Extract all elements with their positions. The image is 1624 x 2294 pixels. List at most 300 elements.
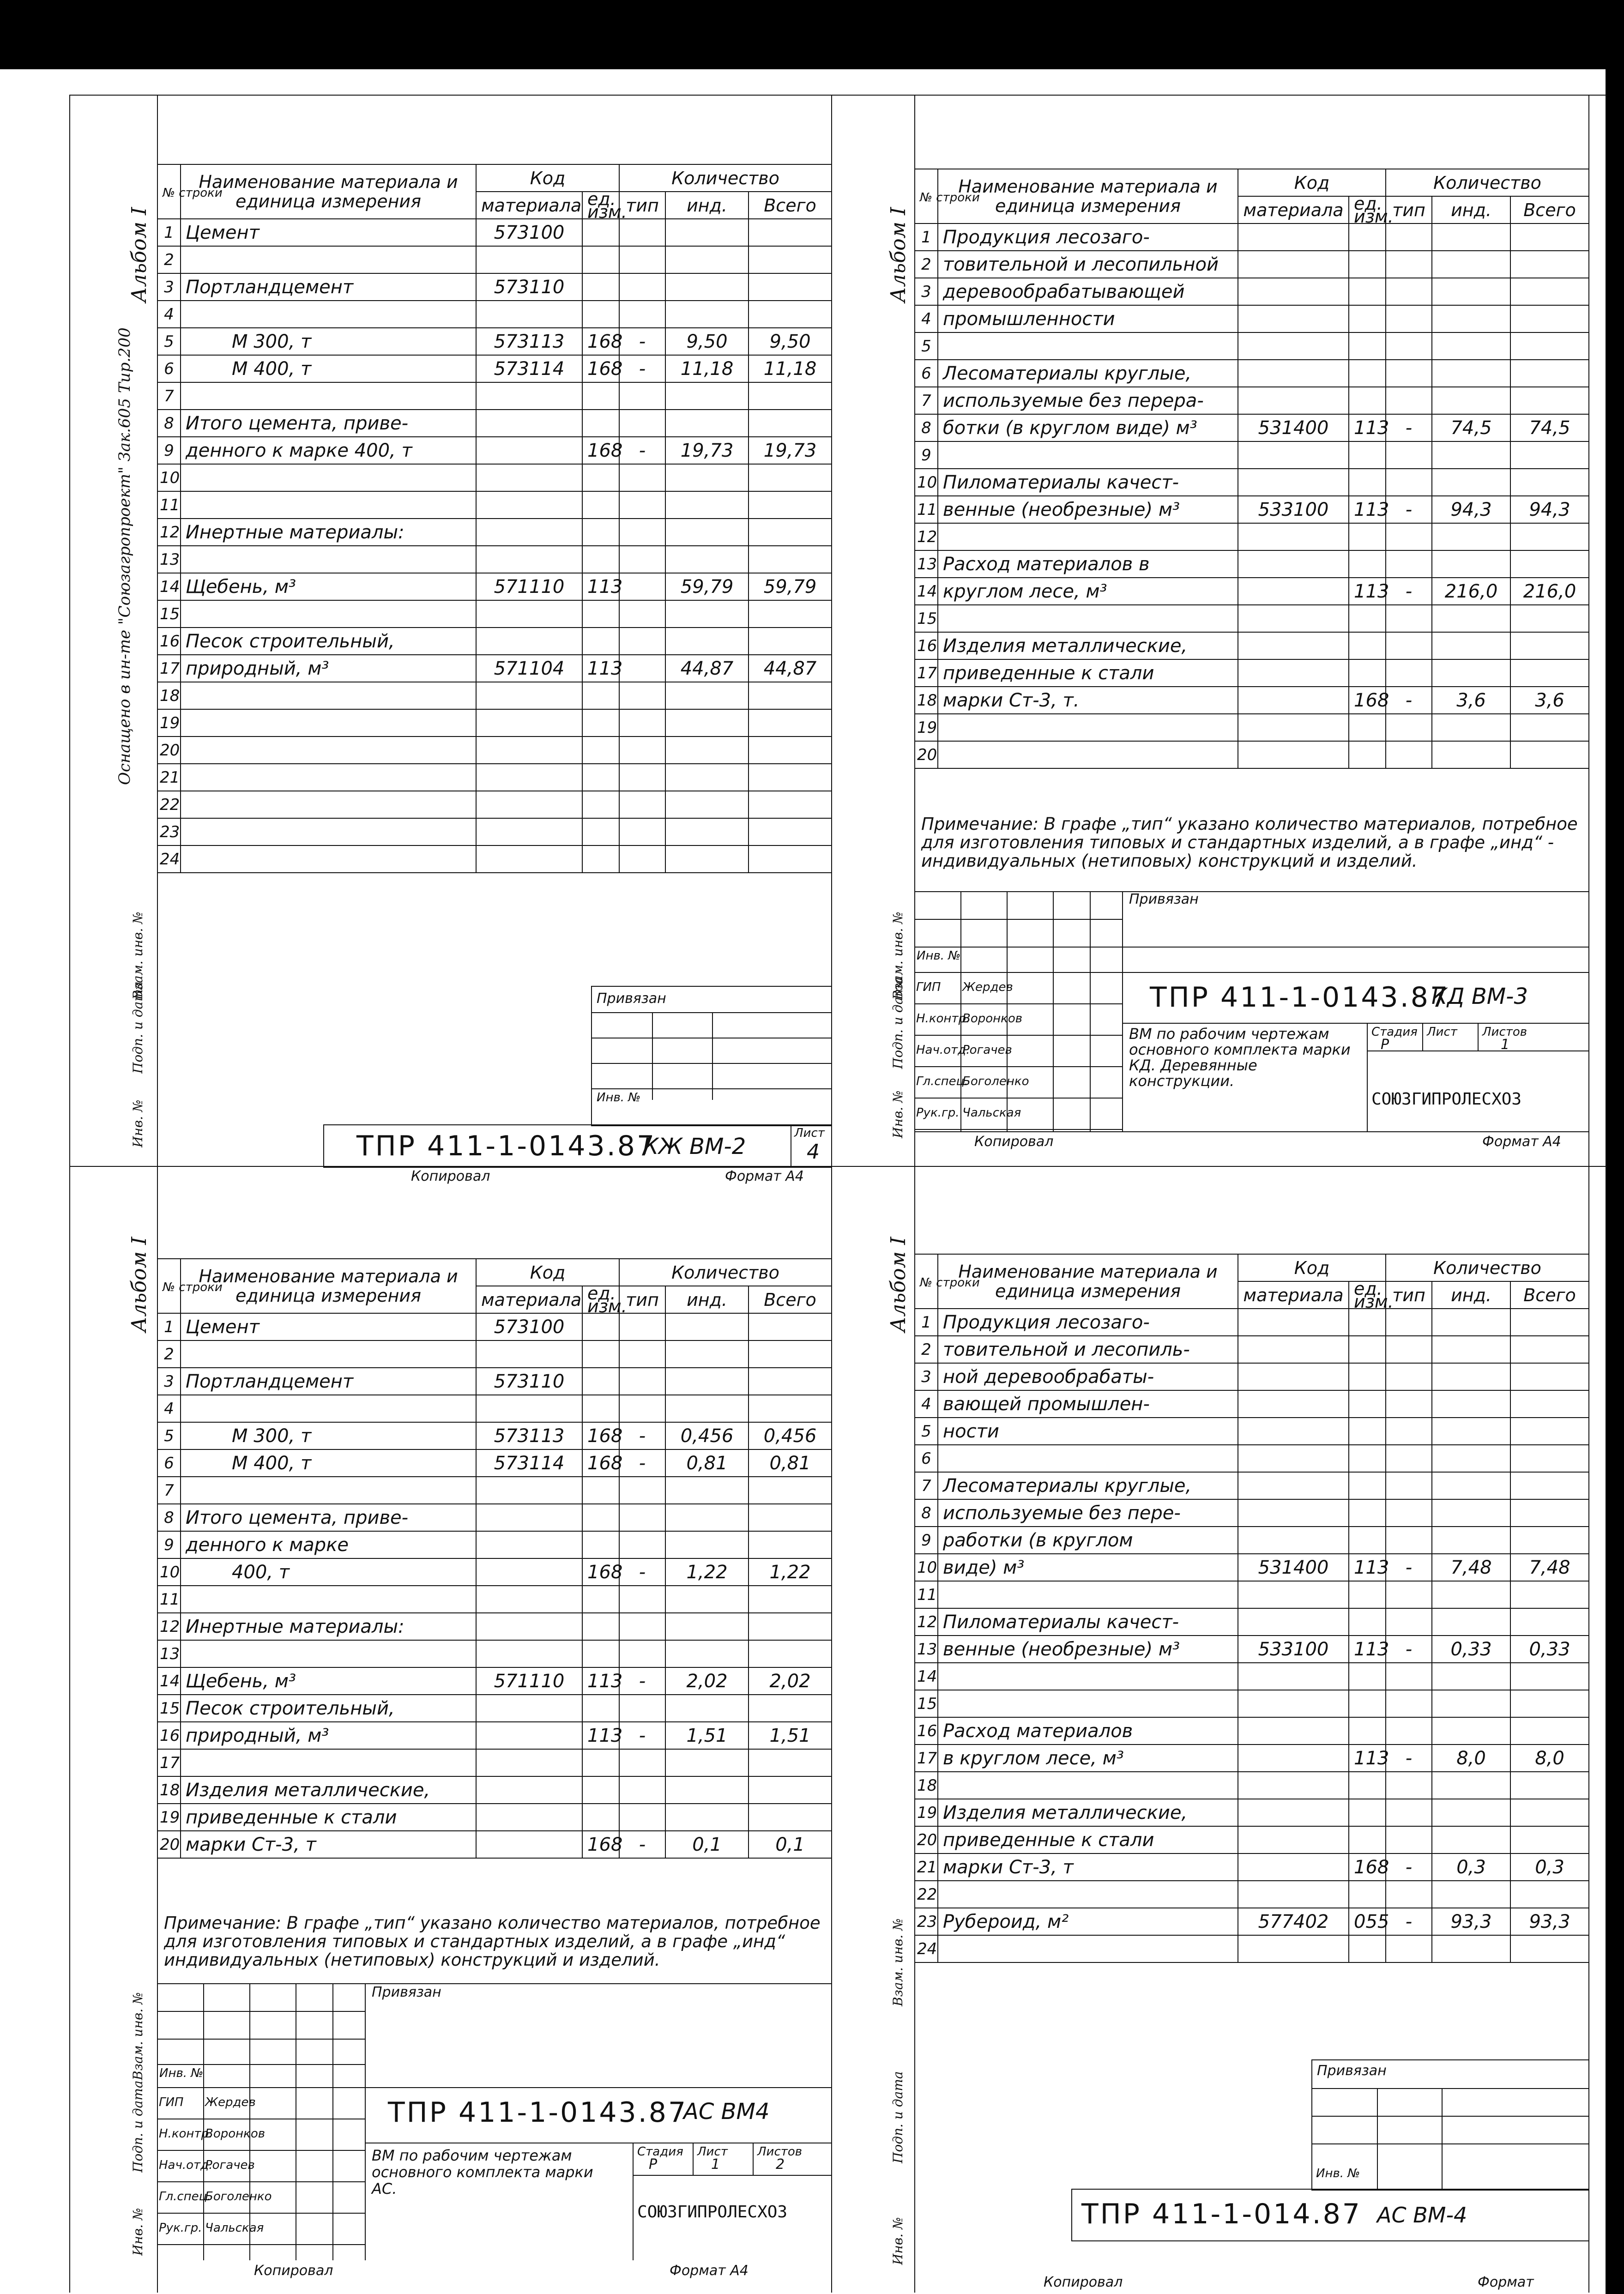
unit-code-cell: 168: [582, 328, 619, 355]
ind-qty-cell: [1432, 741, 1510, 768]
material-name-cell: Песок строительный,: [181, 628, 476, 655]
role-label: Рук.гр.: [916, 1106, 960, 1120]
inv-label: Инв. №: [130, 2208, 145, 2256]
unit-code-cell: 113: [582, 1667, 619, 1695]
unit-code-cell: [1349, 550, 1386, 578]
material-name-cell: [938, 1690, 1238, 1717]
typ-qty-cell: [619, 1340, 665, 1368]
unit-code-cell: [582, 1749, 619, 1776]
typ-qty-cell: [619, 845, 665, 873]
organization: СОЮЗГИПРОЛЕСХОЗ: [637, 2203, 788, 2222]
table-row: [915, 741, 1589, 768]
ind-qty-cell: 2,02: [665, 1667, 749, 1695]
typ-qty-cell: [1386, 332, 1432, 360]
person-name: Чальская: [962, 1106, 1021, 1120]
material-name-cell: марки Ст-3, т: [938, 1853, 1238, 1881]
typ-qty-cell: [1386, 469, 1432, 496]
total-qty-cell: [1510, 741, 1589, 768]
material-code-cell: [1238, 278, 1349, 305]
total-qty-cell: [1510, 360, 1589, 387]
material-code-cell: [476, 1340, 582, 1368]
table-row: [157, 328, 832, 355]
typ-qty-cell: [1386, 605, 1432, 632]
material-name-cell: [938, 1772, 1238, 1799]
row-number-cell: 13: [915, 1636, 938, 1663]
unit-code-cell: [1349, 1336, 1386, 1363]
typ-qty-cell: [619, 736, 665, 764]
ind-qty-cell: 44,87: [665, 655, 749, 682]
ind-qty-cell: [1432, 1717, 1510, 1745]
ind-qty-cell: [665, 1340, 749, 1368]
signature-row: [914, 1066, 1122, 1099]
ind-qty-cell: [665, 301, 749, 328]
total-qty-cell: [1510, 305, 1589, 332]
typ-qty-cell: -: [1386, 1554, 1432, 1581]
material-name-cell: [938, 1581, 1238, 1608]
total-qty-cell: [1510, 1445, 1589, 1472]
material-name-cell: Итого цемента, приве-: [181, 410, 476, 437]
unit-code-cell: [1349, 251, 1386, 278]
sheet-mark: КЖ ВМ-2: [643, 1134, 746, 1159]
table-row: [157, 491, 832, 519]
ind-qty-cell: [1432, 1363, 1510, 1390]
total-qty-cell: [749, 736, 832, 764]
sheet-mark: АС ВМ-4: [1377, 2203, 1467, 2228]
material-code-cell: [1238, 1418, 1349, 1445]
typ-qty-cell: [1386, 1690, 1432, 1717]
inv-label: Инв. №: [130, 1099, 145, 1147]
row-number-cell: 10: [915, 1554, 938, 1581]
material-name-cell: Портландцемент: [181, 273, 476, 301]
podl-label: Подп. и дата: [890, 977, 906, 1069]
typ-qty-cell: [1386, 1581, 1432, 1608]
table-row: [915, 1717, 1589, 1745]
ind-qty-cell: 11,18: [665, 355, 749, 382]
unit-code-cell: 113: [1349, 578, 1386, 605]
ind-qty-cell: [665, 1368, 749, 1395]
role-label: Гл.спец.: [159, 2190, 211, 2203]
total-qty-cell: [749, 301, 832, 328]
unit-code-cell: [582, 1804, 619, 1831]
material-code-cell: [1238, 1390, 1349, 1418]
material-name-cell: промышленности: [938, 305, 1238, 332]
material-name-cell: товительной и лесопиль-: [938, 1336, 1238, 1363]
total-qty-cell: [1510, 659, 1589, 687]
total-qty-cell: 94,3: [1510, 496, 1589, 523]
row-number-cell: 20: [915, 741, 938, 768]
unit-code-cell: [582, 1640, 619, 1667]
unit-code-cell: [582, 464, 619, 491]
typ-qty-cell: [619, 600, 665, 628]
material-name-cell: Песок строительный,: [181, 1695, 476, 1722]
typ-qty-cell: [619, 818, 665, 845]
podl-label: Подп. и дата: [130, 981, 145, 1074]
typ-qty-cell: [619, 709, 665, 736]
table-header-row: [157, 1259, 832, 1286]
table-row: [157, 709, 832, 736]
code-header: Код: [1238, 1254, 1386, 1281]
material-name-cell: Щебень, м³: [181, 1667, 476, 1695]
material-code-cell: [476, 437, 582, 464]
typ-qty-cell: [1386, 1527, 1432, 1554]
table-row: [915, 605, 1589, 632]
material-name-cell: Продукция лесозаго-: [938, 223, 1238, 251]
qty-header: Количество: [1386, 169, 1589, 196]
total-qty-cell: [1510, 1581, 1589, 1608]
unit-code-cell: 113: [1349, 1745, 1386, 1772]
ind-qty-cell: [665, 464, 749, 491]
total-qty-cell: [749, 1640, 832, 1667]
total-qty-cell: [749, 1477, 832, 1504]
material-name-cell: Щебень, м³: [181, 573, 476, 600]
material-code-cell: [476, 1831, 582, 1858]
table-row: [915, 714, 1589, 741]
unit-code-cell: [582, 764, 619, 791]
material-code-cell: [476, 1749, 582, 1776]
unit-code-cell: [582, 1395, 619, 1422]
unit-code-cell: [582, 1531, 619, 1558]
format-note: Формат: [1478, 2274, 1534, 2290]
typ-qty-cell: [619, 382, 665, 410]
material-code-cell: [1238, 1935, 1349, 1962]
material-code-cell: [1238, 687, 1349, 714]
unit-code-cell: [582, 709, 619, 736]
typ-qty-cell: [1386, 1472, 1432, 1499]
inv-label: Инв. №: [890, 2217, 906, 2265]
material-code-cell: [1238, 1881, 1349, 1908]
table-row: [157, 410, 832, 437]
note-text: Примечание: В графе „тип“ указано количество материалов, потребное для изготовления типовых и стандартных изделий, а в графе „инд“ - индивидуальных (нетиповых) конструкций и изделий.: [921, 814, 1578, 871]
row-number-cell: 9: [915, 441, 938, 469]
ind-qty-cell: [1432, 1445, 1510, 1472]
ind-qty-cell: [1432, 1581, 1510, 1608]
sheet-left-edge: [69, 95, 70, 2293]
document-code: ТПР 411-1-014.87: [1081, 2198, 1362, 2230]
table-row: [157, 1422, 832, 1449]
ind-qty-cell: [1432, 1690, 1510, 1717]
total-qty-cell: [749, 1804, 832, 1831]
unit-header: ед. изм.: [1349, 196, 1386, 223]
total-qty-cell: [1510, 1881, 1589, 1908]
row-number-cell: 16: [157, 1722, 181, 1749]
table-row: [915, 251, 1589, 278]
lists-count: 2: [776, 2156, 785, 2173]
ind-qty-cell: [665, 1313, 749, 1340]
typ-qty-cell: [1386, 632, 1432, 659]
material-name-cell: используемые без пере-: [938, 1499, 1238, 1527]
material-code-cell: [1238, 1309, 1349, 1336]
table-row: [157, 1531, 832, 1558]
unit-code-cell: [1349, 1445, 1386, 1472]
row-number-cell: 20: [157, 1831, 181, 1858]
inv-label: Инв. №: [917, 949, 961, 963]
lists-count: 1: [1501, 1037, 1510, 1053]
note-text: Примечание: В графе „тип“ указано количество материалов, потребное для изготовления типовых и стандартных изделий, а в графе „инд“ индивидуальных (нетиповых) конструкций и изделий.: [164, 1913, 821, 1970]
person-name: Воронков: [205, 2127, 266, 2141]
material-name-cell: Итого цемента, приве-: [181, 1504, 476, 1531]
total-qty-cell: [1510, 1363, 1589, 1390]
table-row: [157, 1395, 832, 1422]
row-number-cell: 16: [915, 1717, 938, 1745]
ind-qty-cell: [665, 246, 749, 273]
material-name-cell: [181, 382, 476, 410]
row-number-cell: 11: [157, 1586, 181, 1613]
table-row: [157, 1667, 832, 1695]
total-qty-cell: [1510, 387, 1589, 414]
table-row: [915, 1853, 1589, 1881]
row-number-cell: 10: [915, 469, 938, 496]
typ-header: тип: [619, 192, 665, 219]
material-code-cell: [1238, 578, 1349, 605]
total-qty-cell: 2,02: [749, 1667, 832, 1695]
material-code-cell: [1238, 605, 1349, 632]
typ-qty-cell: [619, 628, 665, 655]
material-code-cell: [476, 519, 582, 546]
ind-qty-cell: [665, 1613, 749, 1640]
unit-header: ед. изм.: [582, 192, 619, 219]
row-no-header: № строки: [915, 169, 938, 223]
total-header: Всего: [1510, 1281, 1589, 1309]
material-name-cell: венные (необрезные) м³: [938, 496, 1238, 523]
material-code-cell: 571110: [476, 573, 582, 600]
ind-qty-cell: [1432, 1826, 1510, 1853]
material-name-cell: приведенные к стали: [181, 1804, 476, 1831]
person-name: Жердев: [962, 980, 1013, 994]
unit-code-cell: 168: [582, 1422, 619, 1449]
row-number-cell: 11: [157, 491, 181, 519]
table-row: [915, 1935, 1589, 1962]
material-code-header: материала: [476, 1286, 582, 1313]
material-name-cell: [181, 736, 476, 764]
name-header: Наименование материала и единица измерения: [938, 1254, 1238, 1309]
material-code-cell: [476, 1695, 582, 1722]
ind-qty-cell: [665, 1586, 749, 1613]
qty-header: Количество: [619, 164, 832, 192]
row-number-cell: 13: [157, 1640, 181, 1667]
unit-code-cell: [582, 1613, 619, 1640]
material-code-cell: [1238, 1717, 1349, 1745]
typ-header: тип: [619, 1286, 665, 1313]
table-row: [915, 1636, 1589, 1663]
typ-qty-cell: [619, 1776, 665, 1804]
typ-qty-cell: -: [1386, 496, 1432, 523]
typ-qty-cell: [619, 1313, 665, 1340]
row-number-cell: 7: [157, 1477, 181, 1504]
ind-qty-cell: [665, 1804, 749, 1831]
unit-code-cell: [582, 845, 619, 873]
ind-qty-cell: [1432, 1881, 1510, 1908]
table-header-row: [915, 1254, 1589, 1281]
ind-qty-cell: [1432, 659, 1510, 687]
total-qty-cell: [1510, 1772, 1589, 1799]
ind-qty-cell: [665, 1695, 749, 1722]
row-number-cell: 14: [157, 573, 181, 600]
typ-qty-cell: -: [1386, 1636, 1432, 1663]
typ-qty-cell: [619, 791, 665, 818]
copied-note: Копировал: [1044, 2274, 1123, 2290]
table-row: [915, 1309, 1589, 1336]
table-row: [157, 818, 832, 845]
typ-qty-cell: -: [619, 1831, 665, 1858]
unit-code-cell: [1349, 360, 1386, 387]
material-name-cell: Цемент: [181, 219, 476, 246]
total-qty-cell: [1510, 1527, 1589, 1554]
copied-note: Копировал: [411, 1168, 490, 1184]
material-name-cell: Пиломатериалы качест-: [938, 469, 1238, 496]
material-name-cell: [938, 1445, 1238, 1472]
table-row: [915, 632, 1589, 659]
material-name-cell: [938, 332, 1238, 360]
table-row: [157, 1368, 832, 1395]
table-row: [157, 519, 832, 546]
row-number-cell: 7: [157, 382, 181, 410]
total-qty-cell: [749, 219, 832, 246]
material-code-cell: [1238, 1826, 1349, 1853]
material-name-cell: природный, м³: [181, 655, 476, 682]
material-code-cell: [1238, 714, 1349, 741]
typ-qty-cell: -: [1386, 1908, 1432, 1935]
table-row: [157, 246, 832, 273]
total-qty-cell: 8,0: [1510, 1745, 1589, 1772]
row-number-cell: 21: [915, 1853, 938, 1881]
material-code-cell: [476, 818, 582, 845]
lists-label: Листов: [757, 2145, 803, 2159]
material-name-cell: [181, 682, 476, 709]
typ-qty-cell: [1386, 223, 1432, 251]
ind-qty-cell: [1432, 1608, 1510, 1636]
ind-qty-cell: 9,50: [665, 328, 749, 355]
material-code-cell: [1238, 360, 1349, 387]
unit-code-cell: [582, 301, 619, 328]
material-name-cell: М 300, т: [181, 328, 476, 355]
material-code-cell: 573114: [476, 1449, 582, 1477]
ind-qty-cell: 0,81: [665, 1449, 749, 1477]
typ-qty-cell: [619, 573, 665, 600]
row-number-cell: 11: [915, 1581, 938, 1608]
table-row: [915, 1554, 1589, 1581]
row-number-cell: 18: [157, 682, 181, 709]
unit-code-cell: [582, 1368, 619, 1395]
table-row: [915, 1336, 1589, 1363]
row-number-cell: 22: [915, 1881, 938, 1908]
material-code-cell: 533100: [1238, 1636, 1349, 1663]
podl-label: Подп. и дата: [890, 2071, 906, 2163]
typ-qty-cell: [619, 1477, 665, 1504]
row-number-cell: 4: [915, 305, 938, 332]
unit-code-cell: [582, 382, 619, 410]
material-name-cell: товительной и лесопильной: [938, 251, 1238, 278]
total-qty-cell: [749, 600, 832, 628]
typ-qty-cell: [1386, 741, 1432, 768]
role-label: ГИП: [159, 2095, 184, 2109]
person-name: Жердев: [205, 2095, 256, 2109]
album-label: Альбом I: [127, 1237, 151, 1332]
unit-code-cell: [582, 273, 619, 301]
material-name-cell: [181, 791, 476, 818]
ind-qty-cell: [1432, 1472, 1510, 1499]
unit-code-cell: [1349, 1935, 1386, 1962]
row-number-cell: 8: [157, 1504, 181, 1531]
material-name-cell: [938, 741, 1238, 768]
material-name-cell: [938, 605, 1238, 632]
total-qty-cell: [749, 410, 832, 437]
typ-qty-cell: -: [619, 1558, 665, 1586]
material-code-cell: [476, 491, 582, 519]
total-qty-cell: 1,22: [749, 1558, 832, 1586]
row-number-cell: 12: [915, 523, 938, 550]
row-number-cell: 6: [915, 360, 938, 387]
signature-row: [157, 2087, 365, 2119]
material-name-cell: [181, 845, 476, 873]
name-header: Наименование материала и единица измерения: [938, 169, 1238, 223]
ind-qty-cell: [1432, 605, 1510, 632]
format-note: Формат А4: [725, 1168, 804, 1184]
material-code-cell: [476, 1804, 582, 1831]
privyazan-box: [1311, 2059, 1589, 2191]
total-qty-cell: [1510, 278, 1589, 305]
sheet-bottom-left: [125, 1166, 831, 2294]
row-no-header: № строки: [915, 1254, 938, 1309]
material-name-cell: Портландцемент: [181, 1368, 476, 1395]
ind-qty-cell: [665, 546, 749, 573]
ind-qty-cell: 7,48: [1432, 1554, 1510, 1581]
material-name-cell: 400, т: [181, 1558, 476, 1586]
row-no-header: № строки: [157, 164, 181, 219]
unit-code-cell: [1349, 305, 1386, 332]
unit-code-cell: 168: [582, 437, 619, 464]
typ-qty-cell: [619, 464, 665, 491]
material-name-cell: марки Ст-3, т.: [938, 687, 1238, 714]
material-code-cell: [476, 464, 582, 491]
material-code-cell: 571110: [476, 1667, 582, 1695]
total-qty-cell: [749, 1531, 832, 1558]
row-number-cell: 7: [915, 1472, 938, 1499]
row-number-cell: 2: [157, 1340, 181, 1368]
material-name-cell: [938, 441, 1238, 469]
document-code: ТПР 411-1-0143.87: [356, 1130, 657, 1162]
material-code-cell: [1238, 1472, 1349, 1499]
typ-header: тип: [1386, 196, 1432, 223]
typ-qty-cell: [619, 1749, 665, 1776]
ind-qty-cell: [665, 709, 749, 736]
total-qty-cell: [1510, 1663, 1589, 1690]
code-header: Код: [1238, 169, 1386, 196]
total-qty-cell: [749, 273, 832, 301]
ind-qty-cell: 93,3: [1432, 1908, 1510, 1935]
ind-qty-cell: 0,1: [665, 1831, 749, 1858]
table-row: [915, 550, 1589, 578]
total-qty-cell: [1510, 605, 1589, 632]
table-row: [157, 1695, 832, 1722]
material-code-cell: [1238, 550, 1349, 578]
unit-code-cell: [582, 546, 619, 573]
material-name-cell: ной деревообрабаты-: [938, 1363, 1238, 1390]
material-name-cell: М 400, т: [181, 1449, 476, 1477]
side-note: Оснащено в ин-те "Союзагропроект" Зак.605 Тир.200: [115, 327, 134, 785]
ind-qty-cell: 3,6: [1432, 687, 1510, 714]
material-name-cell: [181, 709, 476, 736]
table-row: [157, 464, 832, 491]
material-code-cell: [1238, 469, 1349, 496]
signature-row: [157, 2119, 365, 2151]
material-name-cell: Цемент: [181, 1313, 476, 1340]
table-row: [915, 1581, 1589, 1608]
row-number-cell: 17: [915, 659, 938, 687]
unit-code-cell: [582, 491, 619, 519]
ind-qty-cell: [1432, 550, 1510, 578]
material-code-cell: [476, 1531, 582, 1558]
unit-code-cell: [1349, 278, 1386, 305]
